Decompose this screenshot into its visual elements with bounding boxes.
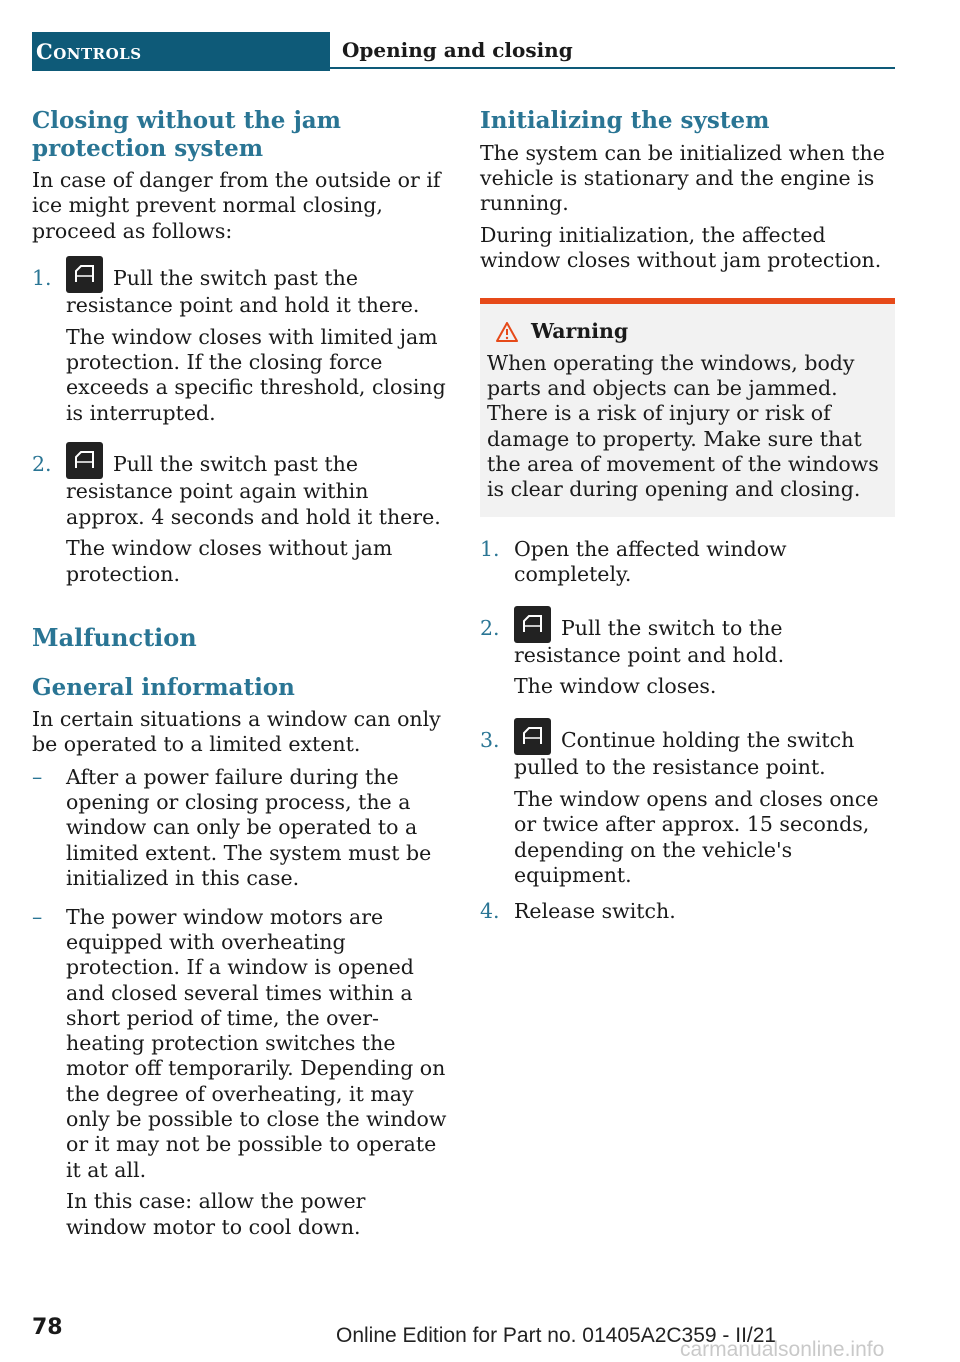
step-text: Pull the switch past the resistance point again within approx. 4 seconds and hold it there. [66,452,441,529]
general-intro: In certain situations a window can only be operated to a limited extent. [32,707,441,757]
list-item [480,728,895,894]
closing-intro: In case of danger from the outside or if ice might prevent normal closing, proceed as follows: [32,168,441,243]
step-note: The window opens and closes once or twice after approx. 15 seconds, depending on the vehicle's equipment. [514,787,879,887]
bullet-dash: – [32,904,43,929]
right-column [480,107,895,931]
section-title: Opening and closing [330,32,895,69]
list-item [32,765,448,898]
list-item [480,537,895,594]
step-number: 3. [480,728,500,753]
left-column [32,107,448,1247]
bullet-note: In this case: allow the power window motor to cool down. [66,1189,366,1239]
general-heading: General information [32,673,295,701]
list-item [32,905,448,1247]
list-item [480,616,895,707]
step-number: 2. [480,615,500,640]
step-number: 2. [32,452,52,477]
list-item [480,899,895,931]
warning-icon [496,322,518,342]
list-item [32,266,448,432]
warning-box [480,298,895,516]
bullet-text: The power window motors are equipped with overheating protection. If a window is opened and closed several times within a short period of time, the overheating protection switches the motor off temporarily. Depending on the degree of overheating, it may only be possible to close the window or it may not be possible to operate it at all. [66,904,447,1182]
malfunction-heading: Malfunction [32,622,197,652]
edition-footer: Online Edition for Part no. 01405A2C359 - II/21 [336,1324,777,1347]
init-heading: Initializing the system [480,107,770,134]
warning-title: Warning [531,319,629,344]
warning-text: When operating the windows, body parts and objects can be jammed. There is a risk of injury or risk of damage to property. Make sure that the area of movement of the windows is clear during opening and closing. [487,350,879,502]
step-number: 1. [32,265,52,290]
init-paragraph: During initialization, the affected window closes without jam protection. [480,222,882,273]
chapter-tab [32,32,330,71]
step-note: The window closes without jam protection. [66,536,393,586]
window-switch-icon [66,256,103,293]
list-item [32,452,448,593]
step-note: The window closes. [514,674,717,699]
step-number: 4. [480,898,500,923]
chapter-label: Controls [36,39,142,64]
step-text: Open the affected window completely. [514,536,787,586]
step-text: Continue holding the switch pulled to the resistance point. [514,728,855,780]
page-header [32,32,895,71]
window-switch-icon [66,442,103,479]
window-switch-icon [514,718,551,755]
step-text: Pull the switch past the resistance point and hold it there. [66,265,420,317]
step-number: 1. [480,536,500,561]
watermark: carmanualsonline.info [680,1338,885,1361]
bullet-dash: – [32,764,43,789]
bullet-text: After a power failure during the opening or closing process, the a window can only be operated to a limited extent. The system must be initialized in this case. [66,764,432,890]
page-number: 78 [32,1315,63,1340]
init-paragraph: The system can be initialized when the vehicle is stationary and the engine is running. [480,140,885,216]
step-text: Release switch. [514,898,676,923]
step-note: The window closes with limited jam protection. If the closing force exceeds a specific threshold, closing is interrupted. [66,324,446,425]
window-switch-icon [514,606,551,643]
step-text: Pull the switch to the resistance point and hold. [514,615,785,667]
closing-heading: Closing without the jam protection system [32,107,342,162]
